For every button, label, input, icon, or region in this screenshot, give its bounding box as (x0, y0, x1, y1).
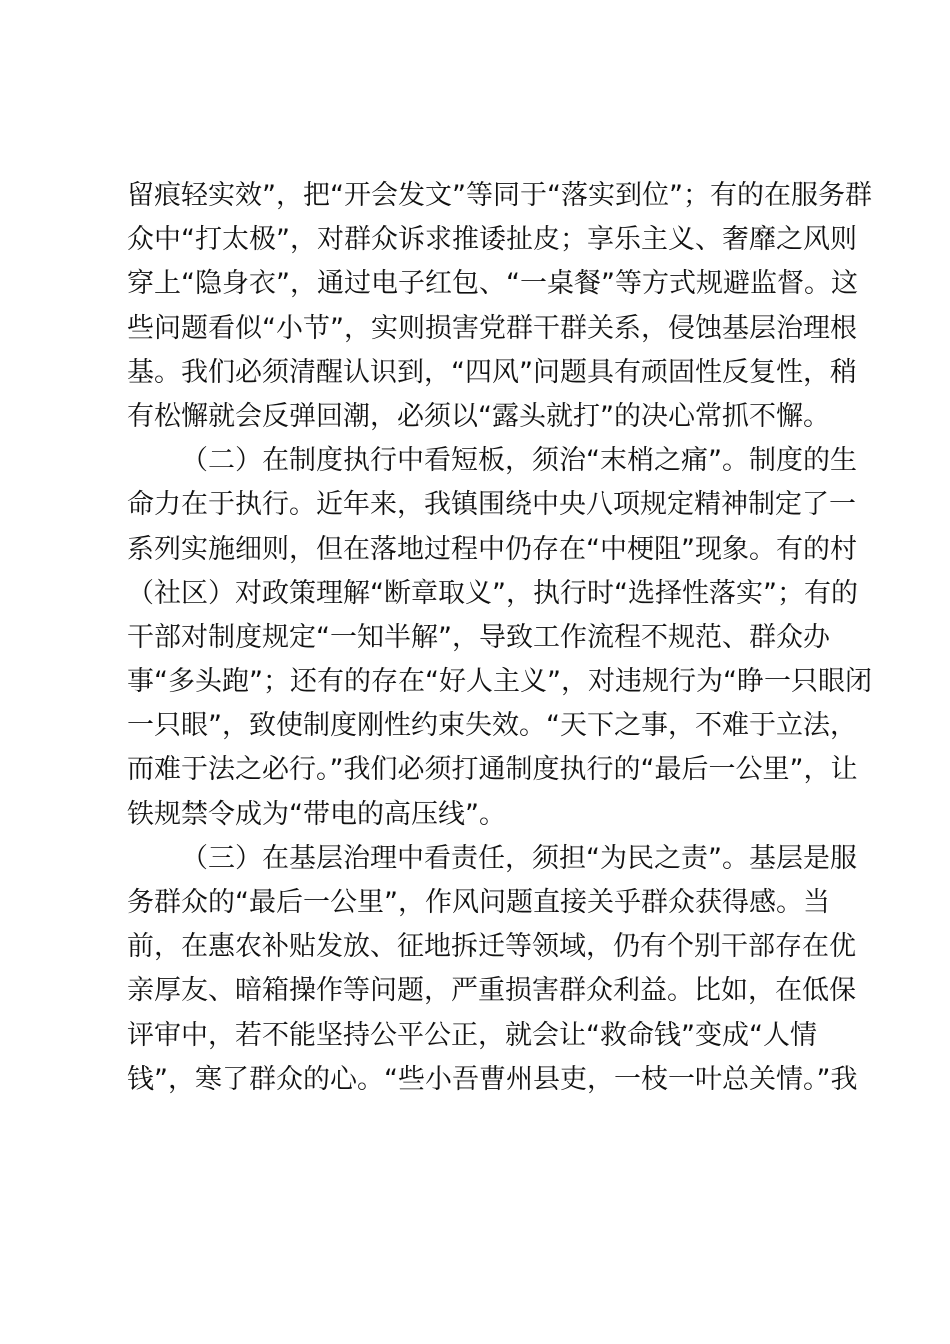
text-line: 事“多头跑”；还有的存在“好人主义”，对违规行为“睁一只眼闭 (127, 666, 872, 698)
text-line: 基。我们必须清醒认识到，“四风”问题具有顽固性反复性，稍 (127, 356, 857, 388)
text-line: （二）在制度执行中看短板，须治“末梢之痛”。制度的生 (181, 445, 857, 477)
text-line: 评审中，若不能坚持公平公正，就会让“救命钱”变成“人情 (127, 1019, 817, 1051)
text-line: 而难于法之必行。”我们必须打通制度执行的“最后一公里”，让 (127, 754, 858, 786)
text-line: 些问题看似“小节”，实则损害党群干群关系，侵蚀基层治理根 (127, 312, 857, 344)
text-line: 命力在于执行。近年来，我镇围绕中央八项规定精神制定了一 (127, 489, 856, 521)
text-line: （社区）对政策理解“断章取义”，执行时“选择性落实”；有的 (127, 577, 858, 609)
body-text (127, 174, 872, 1102)
text-line: 穿上“隐身衣”，通过电子红包、“一桌餐”等方式规避监督。这 (127, 268, 858, 300)
text-line: 留痕轻实效”，把“开会发文”等同于“落实到位”；有的在服务群 (127, 180, 872, 211)
text-line: 一只眼”，致使制度刚性约束失效。“天下之事，不难于立法， (127, 710, 857, 742)
text-line: 亲厚友、暗箱操作等问题，严重损害群众利益。比如，在低保 (127, 975, 856, 1007)
text-line: 干部对制度规定“一知半解”，导致工作流程不规范、群众办 (127, 621, 830, 653)
text-line: 务群众的“最后一公里”，作风问题直接关乎群众获得感。当 (127, 887, 830, 918)
text-line: 前，在惠农补贴发放、征地拆迁等领域，仍有个别干部存在优 (127, 931, 856, 963)
text-line: 众中“打太极”，对群众诉求推诿扯皮；享乐主义、奢靡之风则 (127, 224, 857, 256)
text-line: 系列实施细则，但在落地过程中仍存在“中梗阻”现象。有的村 (127, 533, 857, 565)
text-line: 有松懈就会反弹回潮，必须以“露头就打”的决心常抓不懈。 (127, 400, 830, 432)
text-line: 铁规禁令成为“带电的高压线”。 (127, 798, 506, 830)
text-line: 钱”，寒了群众的心。“些小吾曹州县吏，一枝一叶总关情。”我 (127, 1063, 858, 1095)
text-line: （三）在基层治理中看责任，须担“为民之责”。基层是服 (181, 842, 857, 874)
